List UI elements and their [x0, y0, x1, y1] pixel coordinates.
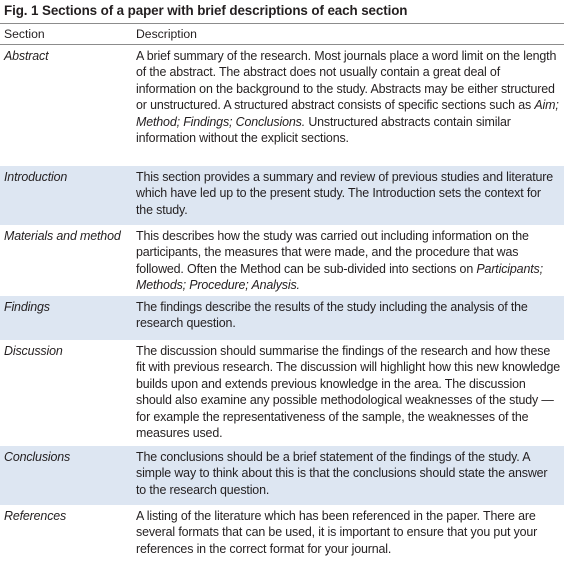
description-column-header: Description [136, 27, 197, 41]
table-row-materials-and-method [0, 225, 564, 296]
section-name: Introduction [4, 170, 68, 184]
section-name: Findings [4, 300, 50, 314]
table-row-findings [0, 296, 564, 340]
table-row-abstract [0, 45, 564, 166]
section-description: This section provides a summary and review of previous studies and literature which have led up to the present study. The Introduction sets the context for the study. [136, 170, 554, 217]
table-row-introduction [0, 166, 564, 225]
section-name: References [4, 509, 67, 523]
table-row-conclusions [0, 446, 564, 505]
table-row-references [0, 505, 564, 564]
section-description: The discussion should summarise the findings of the research and how these fit with previous research. The discussion will highlight how this new knowledge builds upon and extends previous knowledge in the area. The discussion should also examine any possible methodological weaknesses of the study — for example the representativeness of the sample, the weaknesses of the measures used. [136, 344, 560, 441]
section-name: Conclusions [4, 450, 71, 464]
figure-caption: Fig. 1 Sections of a paper with brief descriptions of each section [0, 0, 564, 24]
section-name: Materials and method [4, 229, 121, 243]
section-name: Discussion [4, 344, 63, 358]
table-row-discussion [0, 340, 564, 446]
section-column-header: Section [4, 27, 45, 41]
section-description: The conclusions should be a brief statement of the findings of the study. A simple way to think about this is that the conclusions should state the answer to the research question. [136, 450, 548, 497]
section-name: Abstract [4, 49, 49, 63]
section-description: The findings describe the results of the study including the analysis of the research question. [136, 300, 528, 331]
section-description: A brief summary of the research. Most journals place a word limit on the length of the abstract. The abstract does not usually contain a great deal of information on the background to the study. Abstracts may be either structured or unstructured. A structured abstract consists of specific sections such as Aim; Method; Findings; Conclusions. Unstructured abstracts contain similar information without the explicit sections. [136, 49, 559, 146]
table-header-row [0, 24, 564, 45]
section-description: This describes how the study was carried out including information on the participants, the measures that were made, and the procedure that was followed. Often the Method can be sub-divided into sections on Participants; Methods; Procedure; Analysis. [136, 229, 543, 293]
section-description: A listing of the literature which has been referenced in the paper. There are several formats that can be used, it is important to ensure that you put your references in the correct format for your journal. [136, 509, 538, 556]
